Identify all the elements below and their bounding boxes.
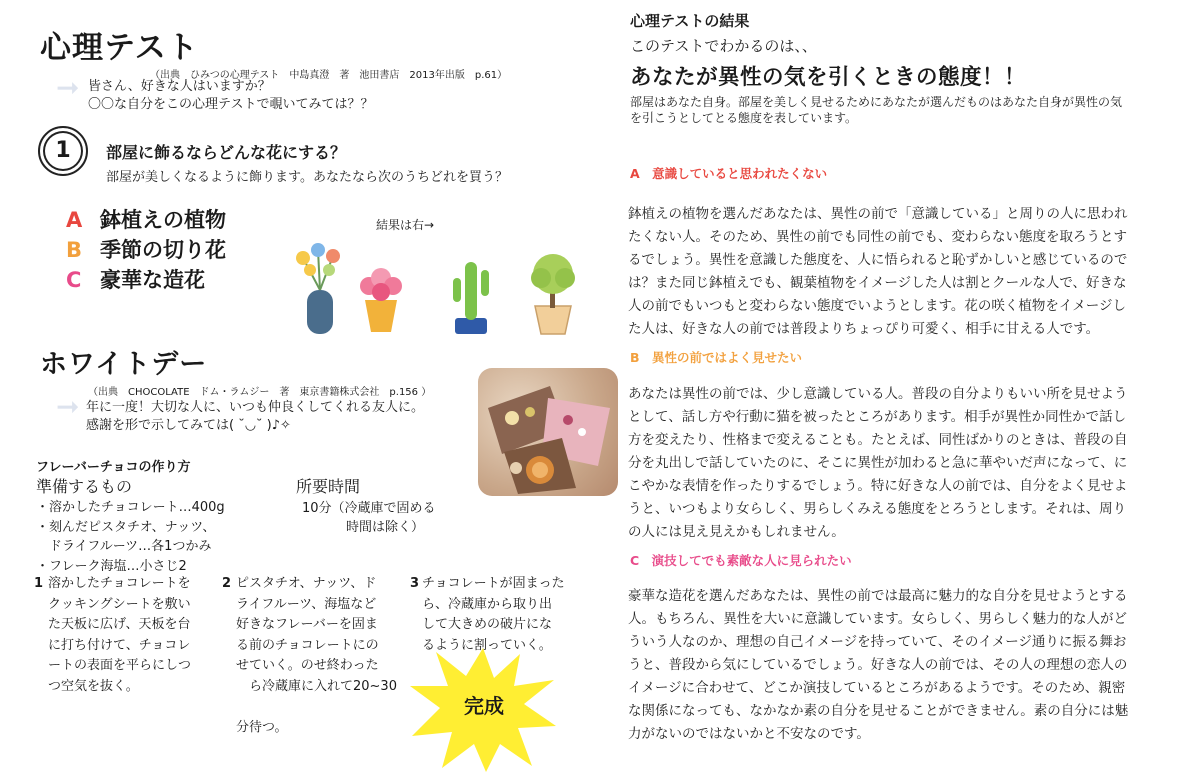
step-line: た天板に広げ、天板を台: [48, 617, 191, 632]
potted-tree-icon: [531, 254, 575, 334]
step-line: る前のチョコレートにの: [236, 637, 379, 653]
time-heading: 所要時間: [296, 477, 361, 496]
option-a-label: 鉢植えの植物: [100, 208, 226, 232]
step-line: して大きめの破片にな: [422, 617, 553, 632]
question-number-badge: 1: [38, 126, 88, 176]
ingredient-item: ・フレーク海塩…小さじ2: [36, 558, 187, 574]
plant-illustrations: [285, 240, 585, 340]
prep-heading: 準備するもの: [36, 477, 133, 496]
result-line: 豪華な造花を選んだあなたは、異性の前では最高に魅力的な自分を見せようとする: [628, 588, 1128, 604]
ingredient-item: ・溶かしたチョコレート…400g: [36, 500, 225, 515]
ingredient-list: [36, 498, 225, 576]
arrow-right-icon: ➞: [56, 71, 80, 104]
question-prompt: 部屋が美しくなるように飾ります。あなたなら次のうちどれを買う？: [106, 170, 508, 185]
step-line: [236, 697, 412, 718]
result-line: うと、普段から気にしているでしょう。好きな人の前では、その人の理想の恋人の: [628, 657, 1128, 673]
step-line: ライフルーツ、海塩など: [236, 596, 377, 612]
step-number: 3: [410, 576, 420, 591]
time-line1: 10分（冷蔵庫で固める: [302, 501, 436, 516]
whiteday-intro-line1: 年に一度！大切な人に、いつも仲良くしてくれる友人に。: [86, 400, 425, 415]
test-source: （出典 ひみつの心理テスト 中島真澄 著 池田書店 2013年出版 p.61）: [150, 70, 508, 81]
step-line: ピスタチオ、ナッツ、ド: [236, 576, 377, 591]
vase-flowers-icon: [296, 243, 340, 334]
result-line: こやかな表情を作ったりするでしょう。特に好きな人の前では、自分をよく見せよ: [628, 478, 1128, 494]
option-b-label: 季節の切り花: [100, 238, 226, 262]
time-line2: 時間は除く）: [346, 520, 425, 535]
test-title: 心理テスト: [40, 30, 199, 66]
question-text: 部屋に飾るならどんな花にする？: [106, 143, 347, 162]
result-line: たくない人。そのため、異性の前でも同性の前でも、変わらない態度を取ろうとす: [628, 229, 1127, 245]
step-line: ら冷蔵庫に入れて20~30: [236, 678, 397, 694]
result-intro: [630, 94, 1122, 126]
result-section-a-heading: A 意識していると思われたくない: [630, 166, 828, 181]
cactus-icon: [453, 262, 489, 334]
flower-pot-icon: [360, 268, 402, 332]
result-line: として、話し方や行動に猫を被ったところがあります。相手が異性か同性かで話し: [628, 409, 1127, 425]
arrow-right-icon: ➞: [56, 390, 80, 423]
step-line: るように割っていく。: [422, 637, 552, 653]
whiteday-intro-line2: 感謝を形で示してみては( ˘◡˘ )♪✧: [86, 418, 291, 433]
result-line: 分を丸出しで話していたのに、そこに異性が加わると急に華やいだ声になって、に: [628, 455, 1128, 471]
result-line: 方を変えたり、性格まで変えることも。たとえば、同性ばかりのときは、普段の自: [628, 432, 1128, 448]
whiteday-source: （出典 CHOCOLATE ドム・ラムジー 著 東京書籍株式会社 p.156 ）: [88, 387, 432, 398]
result-section-b-heading: B 異性の前ではよく見せたい: [630, 350, 803, 365]
step-line: ートの表面を平らにしつ: [48, 658, 192, 673]
step-line: 分待つ。: [236, 719, 288, 735]
result-line: うと、いつもより女らしく、男らしくみえる態度をとろうとします。それは、周り: [628, 501, 1127, 517]
recipe-title: フレーバーチョコの作り方: [36, 460, 191, 475]
recipe-step-2: [222, 574, 412, 738]
result-line: な関係になっても、なかなか素の自分を見せることができません。素の自分には魅: [628, 703, 1129, 719]
test-intro-line2: 〇〇な自分をこの心理テストで覗いてみては？？: [88, 97, 374, 112]
result-pointer: 結果は右→: [376, 218, 435, 232]
whiteday-title: ホワイトデー: [40, 349, 208, 380]
complete-label: 完成: [464, 694, 504, 718]
option-b: [66, 235, 226, 265]
option-c-label: 豪華な造花: [100, 268, 205, 292]
option-c: [66, 265, 205, 295]
result-line: は？また同じ鉢植えでも、観葉植物をイメージした人は割とクールな人で、好きな: [628, 275, 1127, 291]
result-line: イメージに合わせて、どこか演技しているところがあるようです。そのため、親密: [628, 680, 1126, 696]
ingredient-item: ドライフルーツ…各1つかみ: [36, 539, 212, 554]
option-a-letter: A: [66, 208, 83, 232]
result-line: 人の前でもいつもと変わらない態度でいようとします。花の咲く植物をイメージし: [628, 298, 1127, 314]
result-intro-line: 部屋はあなた自身。部屋を美しく見せるためにあなたが選んだものはあなた自身が異性の気: [630, 95, 1123, 109]
option-a: [66, 205, 226, 235]
step-line: 好きなフレーバーを固ま: [236, 617, 378, 632]
result-line: 力がないのではないかと不安なのです。: [628, 726, 870, 742]
option-c-letter: C: [66, 268, 82, 292]
result-line: あなたは異性の前では、少し意識している人。普段の自分よりもいい所を見せよう: [628, 386, 1128, 402]
result-line: 人。もちろん、異性を大いに意識しています。女らしく、男らしく魅力的な人がど: [628, 611, 1127, 627]
result-line: るでしょう。異性を意識した態度を、人に悟られると恥ずかしいと感じているので: [628, 252, 1128, 268]
ingredient-item: ・刻んだピスタチオ、ナッツ、: [36, 519, 216, 535]
step-line: 溶かしたチョコレートを: [48, 576, 191, 591]
result-section-a-body: [628, 203, 1188, 341]
result-heading: 心理テストの結果: [630, 12, 750, 30]
result-line: 鉢植えの植物を選んだあなたは、異性の前で「意識している」と周りの人に思われ: [628, 206, 1128, 222]
step-number: 2: [222, 576, 232, 591]
result-line: た人は、好きな人の前では普段よりちょっぴり可愛く、相手に甘える人です。: [628, 321, 1100, 337]
result-subheading: このテストでわかるのは、、: [630, 37, 817, 55]
result-line: ういう人なのか、理想の自己イメージを持っていて、そのイメージ通りに振る舞お: [628, 634, 1127, 650]
result-section-c-heading: C 演技してでも素敵な人に見られたい: [630, 553, 852, 568]
test-intro-line1: 皆さん、好きな人はいますか？: [88, 79, 271, 94]
option-b-letter: B: [66, 238, 83, 262]
result-intro-line: を引こうとしてとる態度を表しています。: [630, 111, 858, 125]
step-line: チョコレートが固まった: [422, 576, 565, 591]
chocolate-photo: [478, 368, 618, 496]
step-line: クッキングシートを敷い: [48, 596, 191, 612]
step-line: つ空気を抜く。: [48, 678, 139, 694]
result-section-b-body: [628, 383, 1188, 544]
step-number: 1: [34, 576, 44, 591]
step-line: ら、冷蔵庫から取り出: [422, 596, 553, 612]
recipe-step-1: [34, 574, 214, 697]
result-headline: あなたが異性の気を引くときの態度！！: [630, 65, 1027, 90]
step-line: せていく。のせ終わった: [236, 658, 379, 673]
result-line: の人には見え見えかもしれません。: [628, 524, 845, 540]
step-line: に打ち付けて、チョコレ: [48, 637, 191, 653]
result-section-c-body: [628, 585, 1188, 746]
